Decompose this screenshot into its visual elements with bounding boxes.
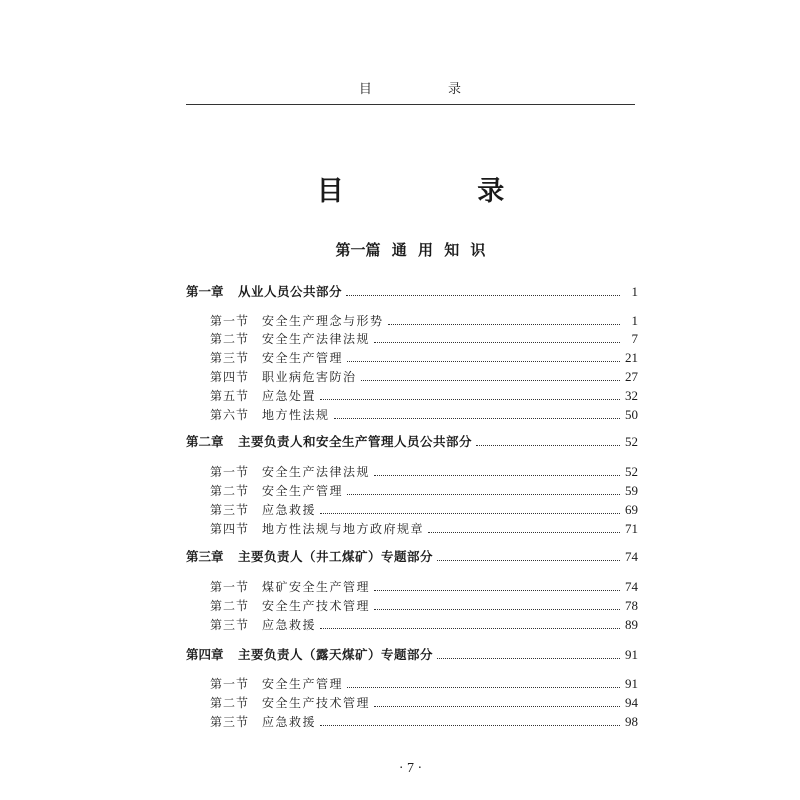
section-label: 第三节 <box>210 715 250 729</box>
section-label: 第四节 <box>210 522 250 536</box>
section-label: 第三节 <box>210 351 250 365</box>
section-title: 安全生产法律法规 <box>262 332 371 346</box>
toc-section[interactable] <box>186 327 638 347</box>
part-title: 第一篇 通 用 知 识 <box>335 241 486 259</box>
chapter-label: 第二章 <box>186 434 224 449</box>
dot-leader <box>320 513 620 514</box>
page-number: 91 <box>625 647 638 662</box>
section-title: 安全生产管理 <box>262 484 344 498</box>
toc-section[interactable] <box>186 498 638 518</box>
chapter-title: 从业人员公共部分 <box>238 284 343 299</box>
page-number: 69 <box>625 502 638 517</box>
page-number: 7 <box>631 331 638 346</box>
section-label: 第二节 <box>210 484 250 498</box>
section-title: 职业病危害防治 <box>262 370 357 384</box>
page-number: 78 <box>625 598 638 613</box>
dot-leader <box>374 475 620 476</box>
section-label: 第一节 <box>210 314 250 328</box>
page-number: 32 <box>625 388 638 403</box>
section-label: 第三节 <box>210 618 250 632</box>
dot-leader <box>476 445 620 446</box>
dot-leader <box>346 295 620 296</box>
page-number: 98 <box>625 714 638 729</box>
page-number: 1 <box>631 284 638 299</box>
dot-leader <box>320 399 620 400</box>
chapter-title: 主要负责人和安全生产管理人员公共部分 <box>238 434 473 449</box>
chapter-label: 第一章 <box>186 284 224 299</box>
toc-section[interactable] <box>186 403 638 423</box>
page-number-footer: · 7 · <box>398 761 423 776</box>
toc-section[interactable] <box>186 460 638 480</box>
page-number: 71 <box>625 521 638 536</box>
dot-leader <box>347 494 620 495</box>
section-title: 应急救援 <box>262 503 317 517</box>
section-label: 第六节 <box>210 408 250 422</box>
section-label: 第一节 <box>210 465 250 479</box>
dot-leader <box>320 628 620 629</box>
section-label: 第三节 <box>210 503 250 517</box>
section-title: 应急处置 <box>262 389 317 403</box>
chapter-label: 第四章 <box>186 647 224 662</box>
toc-section[interactable] <box>186 517 638 537</box>
chapter-title: 主要负责人（井工煤矿）专题部分 <box>238 549 434 564</box>
dot-leader <box>334 418 620 419</box>
toc-section[interactable] <box>186 594 638 614</box>
toc-section[interactable] <box>186 384 638 404</box>
page-number: 50 <box>625 407 638 422</box>
section-title: 安全生产技术管理 <box>262 696 371 710</box>
page-number: 74 <box>625 549 638 564</box>
page-number: 91 <box>625 676 638 691</box>
section-title: 地方性法规与地方政府规章 <box>262 522 425 536</box>
dot-leader <box>374 706 620 707</box>
section-title: 安全生产管理 <box>262 351 344 365</box>
section-title: 安全生产法律法规 <box>262 465 371 479</box>
page-title: 目 录 <box>316 176 567 207</box>
page-number: 1 <box>631 313 638 328</box>
chapter-title: 主要负责人（露天煤矿）专题部分 <box>238 647 434 662</box>
toc-section[interactable] <box>186 691 638 711</box>
section-title: 地方性法规 <box>262 408 330 422</box>
section-title: 应急救援 <box>262 715 317 729</box>
toc-section[interactable] <box>186 365 638 385</box>
page-number: 59 <box>625 483 638 498</box>
dot-leader <box>374 342 620 343</box>
page-number: 89 <box>625 617 638 632</box>
section-label: 第四节 <box>210 370 250 384</box>
toc-section[interactable] <box>186 479 638 499</box>
table-of-contents <box>186 0 638 800</box>
page-number: 52 <box>625 464 638 479</box>
toc-chapter-1[interactable] <box>186 280 638 300</box>
toc-chapter-2[interactable] <box>186 430 638 450</box>
toc-section[interactable] <box>186 710 638 730</box>
toc-section[interactable] <box>186 309 638 329</box>
dot-leader <box>374 609 620 610</box>
dot-leader <box>320 725 620 726</box>
section-label: 第二节 <box>210 599 250 613</box>
section-title: 煤矿安全生产管理 <box>262 580 371 594</box>
toc-chapter-3[interactable] <box>186 545 638 565</box>
dot-leader <box>374 590 620 591</box>
section-title: 安全生产技术管理 <box>262 599 371 613</box>
section-label: 第一节 <box>210 677 250 691</box>
page-number: 94 <box>625 695 638 710</box>
toc-section[interactable] <box>186 672 638 692</box>
page-number: 52 <box>625 434 638 449</box>
page-number: 27 <box>625 369 638 384</box>
page-number: 74 <box>625 579 638 594</box>
toc-section[interactable] <box>186 346 638 366</box>
section-label: 第二节 <box>210 332 250 346</box>
section-label: 第二节 <box>210 696 250 710</box>
section-label: 第五节 <box>210 389 250 403</box>
dot-leader <box>437 658 620 659</box>
section-label: 第一节 <box>210 580 250 594</box>
dot-leader <box>347 687 620 688</box>
toc-section[interactable] <box>186 613 638 633</box>
dot-leader <box>428 532 620 533</box>
section-title: 安全生产理念与形势 <box>262 314 384 328</box>
section-title: 安全生产管理 <box>262 677 344 691</box>
running-head: 目 录 <box>358 82 498 97</box>
toc-chapter-4[interactable] <box>186 643 638 663</box>
dot-leader <box>347 361 620 362</box>
page-number: 21 <box>625 350 638 365</box>
section-title: 应急救援 <box>262 618 317 632</box>
dot-leader <box>361 380 620 381</box>
toc-section[interactable] <box>186 575 638 595</box>
dot-leader <box>388 324 620 325</box>
dot-leader <box>437 560 620 561</box>
chapter-label: 第三章 <box>186 549 224 564</box>
